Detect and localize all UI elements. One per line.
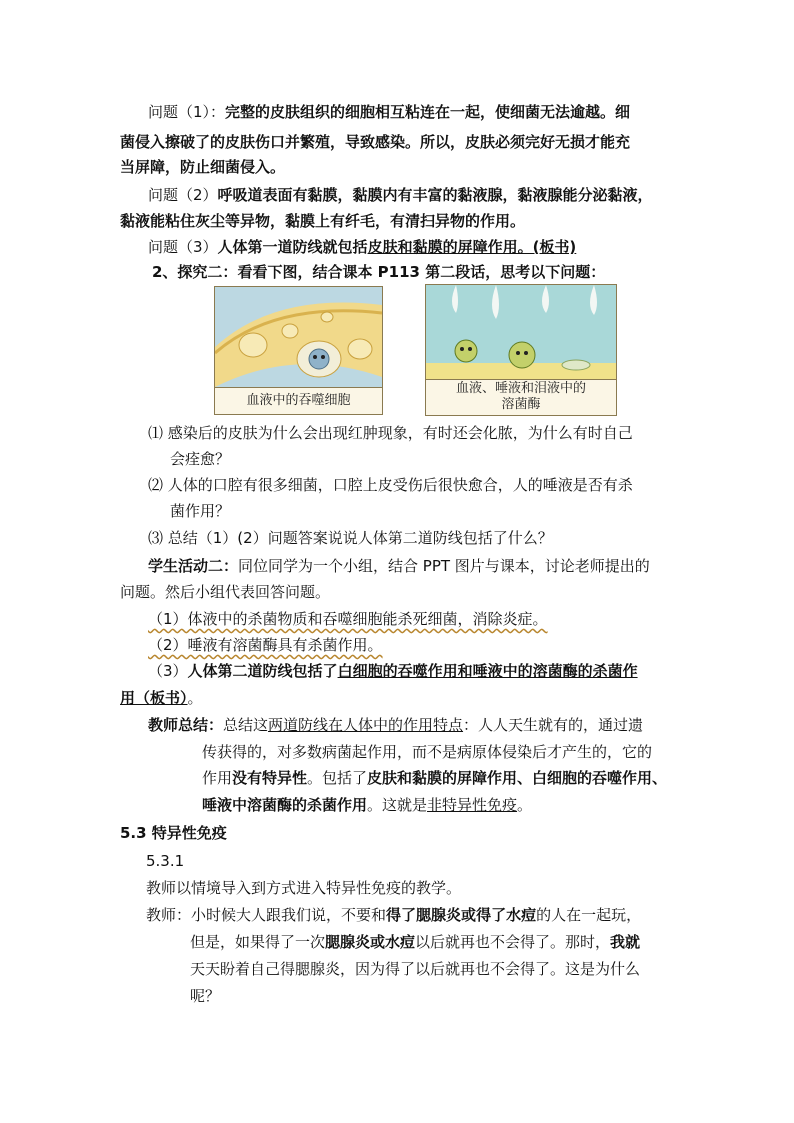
teacher-summary-label: 教师总结： — [148, 716, 224, 734]
ts3-d: 皮肤和黏膜的屏障作用、白细胞的吞噬作用、 — [367, 769, 668, 787]
teacher-line1 — [146, 903, 641, 927]
t2l2-d: 我就 — [610, 933, 641, 951]
lysozyme-illustration — [426, 285, 616, 381]
ts-underlined: 两道防线在人体中的作用特点 — [268, 716, 464, 734]
intro-line: 教师以情境导入到方式进入特异性免疫的教学。 — [146, 879, 462, 897]
lysozyme-figure — [425, 284, 617, 416]
lysozyme-caption — [426, 379, 616, 415]
teacher-label: 教师： — [146, 906, 192, 924]
t2-d: 得了水痘 — [476, 906, 537, 924]
q3-underlined: 皮肤和黏膜的屏障作用。(板书) — [367, 238, 577, 256]
question-2-line1: ⑵ 人体的口腔有很多细菌，口腔上皮受伤后很快愈合，人的唾液是否有杀 — [148, 476, 633, 494]
t2l2-a: 但是，如果得了一次 — [190, 933, 326, 951]
section-heading-5-3-1: 5.3.1 — [146, 852, 185, 870]
q1-line1 — [148, 100, 630, 124]
q2-label: 问题（2） — [148, 186, 218, 204]
phagocyte-illustration — [215, 287, 382, 387]
q2-line2: 黏液能粘住灰尘等异物，黏膜上有纤毛，有清扫异物的作用。 — [120, 212, 526, 230]
teacher-line3: 天天盼着自己得腮腺炎，因为得了以后就再也不会得了。这是为什么 — [190, 960, 641, 978]
t2l2-c: 以后就再也不会得了。那时， — [415, 933, 611, 951]
ts4-a: 唾液中溶菌酶的杀菌作用 — [202, 796, 368, 814]
activity-line1 — [148, 554, 650, 578]
teacher-summary-line4 — [202, 793, 532, 817]
answer-3-bold: 人体第二道防线包括了 — [187, 662, 338, 680]
phagocyte-figure — [214, 286, 383, 415]
answer-3-line1 — [148, 659, 638, 683]
activity-label: 学生活动二： — [148, 557, 239, 575]
t2-c: 或 — [461, 906, 477, 924]
question-1-line1: ⑴ 感染后的皮肤为什么会出现红肿现象，有时还会化脓，为什么有时自己 — [148, 424, 633, 442]
t2-b: 得了腮腺炎 — [386, 906, 462, 924]
q2-text-1: 呼吸道表面有黏膜，黏膜内有丰富的黏液腺，黏液腺能分泌黏液， — [217, 186, 653, 204]
ts4-b: 。这就是 — [367, 796, 428, 814]
question-2-line2: 菌作用？ — [170, 502, 231, 520]
teacher-summary-line1 — [148, 713, 643, 737]
question-1-line2: 会痊愈？ — [170, 450, 231, 468]
ts-text-a: 总结这 — [223, 716, 269, 734]
answer-3-label: （3） — [148, 662, 188, 680]
teacher-line2 — [190, 930, 640, 954]
section-heading-5-3: 5.3 特异性免疫 — [120, 824, 227, 842]
q2-line1 — [148, 183, 653, 207]
answer-3-end: 。 — [187, 689, 203, 707]
answer-2: （2）唾液有溶菌酶具有杀菌作用。 — [148, 636, 383, 654]
teacher-line4: 呢？ — [190, 987, 221, 1005]
answer-3-underlined: 白细胞的吞噬作用和唾液中的溶菌酶的杀菌作 — [337, 662, 638, 680]
explore2-heading: 2、探究二：看看下图，结合课本 P113 第二段话，思考以下问题： — [152, 263, 606, 281]
lysozyme-caption-line2: 溶菌酶 — [501, 397, 541, 412]
lysozyme-caption-line1: 血液、唾液和泪液中的 — [455, 381, 586, 396]
answer-3-underlined-2: 用（板书） — [120, 689, 188, 707]
ts-text-b: ：人人天生就有的，通过遗 — [463, 716, 644, 734]
q3-line — [148, 235, 576, 259]
activity-text-1: 同位同学为一个小组，结合 PPT 图片与课本，讨论老师提出的 — [238, 557, 650, 575]
q3-bold: 人体第一道防线就包括 — [217, 238, 368, 256]
ts3-a: 作用 — [202, 769, 233, 787]
teacher-summary-line3 — [202, 766, 667, 790]
q3-label: 问题（3） — [148, 238, 218, 256]
q1-line2: 菌侵入擦破了的皮肤伤口并繁殖，导致感染。所以，皮肤必须完好无损才能充 — [120, 133, 631, 151]
ts4-underlined: 非特异性免疫 — [427, 796, 518, 814]
t2l2-b: 腮腺炎或水痘 — [325, 933, 416, 951]
t2-a: 小时候大人跟我们说，不要和 — [191, 906, 387, 924]
q1-text-1: 完整的皮肤组织的细胞相互粘连在一起，使细菌无法逾越。细 — [225, 103, 631, 121]
ts3-b: 没有特异性 — [232, 769, 308, 787]
ts3-c: 。包括了 — [307, 769, 368, 787]
answer-3-line2 — [120, 686, 203, 710]
answer-1: （1）体液中的杀菌物质和吞噬细胞能杀死细菌，消除炎症。 — [148, 610, 548, 628]
phagocyte-caption: 血液中的吞噬细胞 — [215, 387, 382, 414]
question-3: ⑶ 总结（1）(2）问题答案说说人体第二道防线包括了什么？ — [148, 529, 553, 547]
ts4-c: 。 — [517, 796, 533, 814]
q1-line3: 当屏障，防止细菌侵入。 — [120, 158, 286, 176]
teacher-summary-line2: 传获得的，对多数病菌起作用，而不是病原体侵染后才产生的，它的 — [202, 743, 653, 761]
activity-line2: 问题。然后小组代表回答问题。 — [120, 583, 331, 601]
q1-label: 问题（1）： — [148, 103, 226, 121]
t2-e: 的人在一起玩， — [536, 906, 642, 924]
